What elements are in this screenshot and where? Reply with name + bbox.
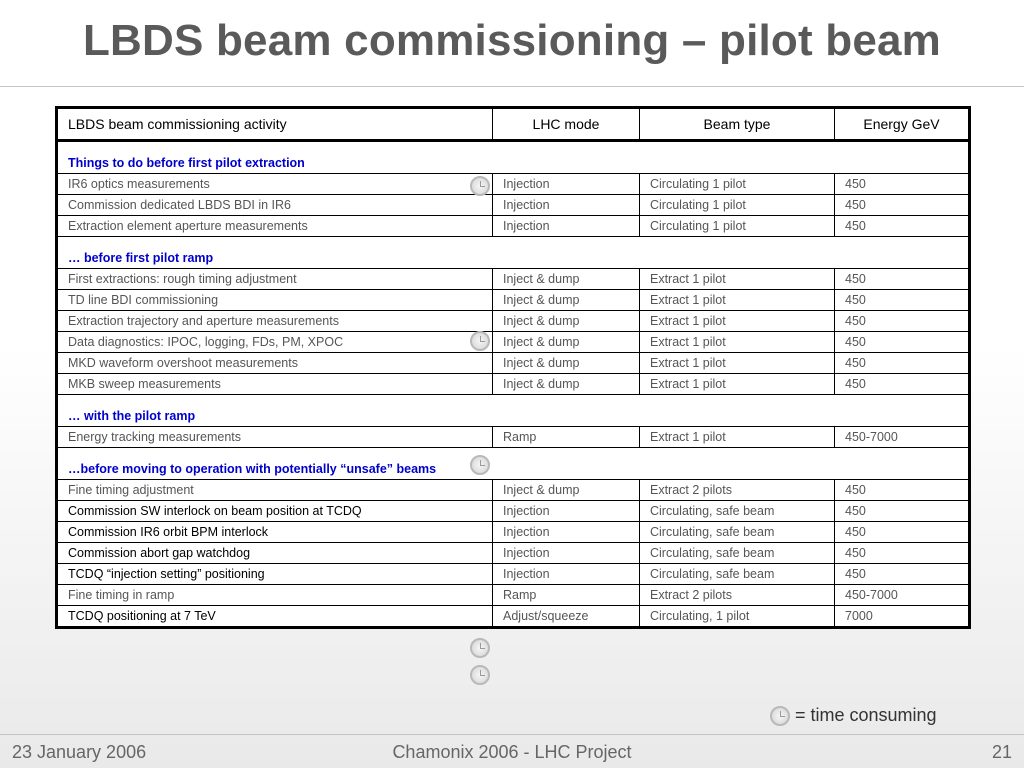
energy-cell: 450 bbox=[835, 480, 970, 501]
section-header-row bbox=[57, 237, 970, 269]
beam-type-cell: Circulating 1 pilot bbox=[640, 195, 835, 216]
beam-type-cell: Extract 1 pilot bbox=[640, 290, 835, 311]
clock-icon bbox=[470, 331, 490, 351]
lhc-mode-cell: Injection bbox=[493, 501, 640, 522]
table-row bbox=[57, 543, 970, 564]
beam-type-cell: Extract 2 pilots bbox=[640, 480, 835, 501]
energy-cell: 450 bbox=[835, 332, 970, 353]
table-row bbox=[57, 332, 970, 353]
table-row bbox=[57, 585, 970, 606]
activity-cell: Data diagnostics: IPOC, logging, FDs, PM, XPOC bbox=[57, 332, 493, 353]
table-row bbox=[57, 564, 970, 585]
activity-cell: Commission abort gap watchdog bbox=[57, 543, 493, 564]
commissioning-table bbox=[55, 106, 971, 629]
beam-type-cell: Circulating, safe beam bbox=[640, 522, 835, 543]
table-row bbox=[57, 195, 970, 216]
slide-title: LBDS beam commissioning – pilot beam bbox=[82, 16, 942, 65]
activity-cell: Energy tracking measurements bbox=[57, 427, 493, 448]
activity-cell: Commission IR6 orbit BPM interlock bbox=[57, 522, 493, 543]
beam-type-cell: Extract 2 pilots bbox=[640, 585, 835, 606]
beam-type-cell: Extract 1 pilot bbox=[640, 332, 835, 353]
lhc-mode-cell: Ramp bbox=[493, 427, 640, 448]
legend-text: = time consuming bbox=[795, 705, 937, 725]
table-row bbox=[57, 501, 970, 522]
title-divider bbox=[0, 86, 1024, 87]
energy-cell: 450 bbox=[835, 374, 970, 395]
activity-cell: First extractions: rough timing adjustment bbox=[57, 269, 493, 290]
beam-type-cell: Extract 1 pilot bbox=[640, 427, 835, 448]
table-row bbox=[57, 311, 970, 332]
beam-type-cell: Circulating, safe beam bbox=[640, 501, 835, 522]
activity-cell: TCDQ “injection setting” positioning bbox=[57, 564, 493, 585]
lhc-mode-cell: Injection bbox=[493, 522, 640, 543]
clock-icon bbox=[470, 176, 490, 196]
section-title: … before first pilot ramp bbox=[57, 237, 970, 269]
energy-cell: 450-7000 bbox=[835, 427, 970, 448]
table-row bbox=[57, 374, 970, 395]
section-header-row bbox=[57, 141, 970, 174]
table-row bbox=[57, 174, 970, 195]
activity-cell: MKB sweep measurements bbox=[57, 374, 493, 395]
header-energy: Energy GeV bbox=[835, 108, 970, 141]
lhc-mode-cell: Inject & dump bbox=[493, 353, 640, 374]
energy-cell: 450 bbox=[835, 543, 970, 564]
lhc-mode-cell: Injection bbox=[493, 216, 640, 237]
energy-cell: 450 bbox=[835, 311, 970, 332]
table-row bbox=[57, 480, 970, 501]
footer-divider bbox=[0, 734, 1024, 735]
clock-icon bbox=[470, 638, 490, 658]
footer-date: 23 January 2006 bbox=[12, 742, 147, 762]
legend-clock-icon bbox=[770, 706, 790, 726]
lhc-mode-cell: Injection bbox=[493, 543, 640, 564]
energy-cell: 450 bbox=[835, 501, 970, 522]
lhc-mode-cell: Inject & dump bbox=[493, 290, 640, 311]
lhc-mode-cell: Adjust/squeeze bbox=[493, 606, 640, 628]
beam-type-cell: Circulating, safe beam bbox=[640, 564, 835, 585]
lhc-mode-cell: Inject & dump bbox=[493, 332, 640, 353]
section-title: Things to do before first pilot extraction bbox=[57, 141, 970, 174]
header-beam-type: Beam type bbox=[640, 108, 835, 141]
section-header-row bbox=[57, 395, 970, 427]
lhc-mode-cell: Inject & dump bbox=[493, 374, 640, 395]
clock-icon bbox=[470, 665, 490, 685]
table-row bbox=[57, 216, 970, 237]
table-row bbox=[57, 427, 970, 448]
activity-cell: TCDQ positioning at 7 TeV bbox=[57, 606, 493, 628]
section-title: …before moving to operation with potentially “unsafe” beams bbox=[57, 448, 970, 480]
beam-type-cell: Extract 1 pilot bbox=[640, 353, 835, 374]
beam-type-cell: Circulating, safe beam bbox=[640, 543, 835, 564]
lhc-mode-cell: Inject & dump bbox=[493, 480, 640, 501]
lhc-mode-cell: Inject & dump bbox=[493, 269, 640, 290]
lhc-mode-cell: Injection bbox=[493, 195, 640, 216]
lhc-mode-cell: Injection bbox=[493, 174, 640, 195]
lhc-mode-cell: Inject & dump bbox=[493, 311, 640, 332]
beam-type-cell: Extract 1 pilot bbox=[640, 374, 835, 395]
energy-cell: 450 bbox=[835, 522, 970, 543]
table-header-row bbox=[57, 108, 970, 141]
energy-cell: 7000 bbox=[835, 606, 970, 628]
activity-cell: TD line BDI commissioning bbox=[57, 290, 493, 311]
energy-cell: 450 bbox=[835, 195, 970, 216]
energy-cell: 450-7000 bbox=[835, 585, 970, 606]
header-activity: LBDS beam commissioning activity bbox=[57, 108, 493, 141]
clock-icon bbox=[470, 455, 490, 475]
energy-cell: 450 bbox=[835, 564, 970, 585]
beam-type-cell: Circulating, 1 pilot bbox=[640, 606, 835, 628]
table-row bbox=[57, 606, 970, 628]
table-row bbox=[57, 522, 970, 543]
energy-cell: 450 bbox=[835, 290, 970, 311]
energy-cell: 450 bbox=[835, 353, 970, 374]
beam-type-cell: Extract 1 pilot bbox=[640, 269, 835, 290]
energy-cell: 450 bbox=[835, 216, 970, 237]
energy-cell: 450 bbox=[835, 269, 970, 290]
section-header-row bbox=[57, 448, 970, 480]
activity-cell: Commission dedicated LBDS BDI in IR6 bbox=[57, 195, 493, 216]
activity-cell: Commission SW interlock on beam position at TCDQ bbox=[57, 501, 493, 522]
activity-cell: MKD waveform overshoot measurements bbox=[57, 353, 493, 374]
activity-cell: Extraction trajectory and aperture measurements bbox=[57, 311, 493, 332]
footer-event: Chamonix 2006 - LHC Project bbox=[392, 742, 632, 762]
beam-type-cell: Circulating 1 pilot bbox=[640, 216, 835, 237]
section-title: … with the pilot ramp bbox=[57, 395, 970, 427]
table-row bbox=[57, 353, 970, 374]
header-lhc-mode: LHC mode bbox=[493, 108, 640, 141]
footer-page-number: 21 bbox=[991, 742, 1012, 762]
beam-type-cell: Extract 1 pilot bbox=[640, 311, 835, 332]
table-row bbox=[57, 290, 970, 311]
activity-cell: IR6 optics measurements bbox=[57, 174, 493, 195]
energy-cell: 450 bbox=[835, 174, 970, 195]
beam-type-cell: Circulating 1 pilot bbox=[640, 174, 835, 195]
activity-cell: Extraction element aperture measurements bbox=[57, 216, 493, 237]
table-row bbox=[57, 269, 970, 290]
activity-cell: Fine timing in ramp bbox=[57, 585, 493, 606]
lhc-mode-cell: Injection bbox=[493, 564, 640, 585]
lhc-mode-cell: Ramp bbox=[493, 585, 640, 606]
activity-cell: Fine timing adjustment bbox=[57, 480, 493, 501]
